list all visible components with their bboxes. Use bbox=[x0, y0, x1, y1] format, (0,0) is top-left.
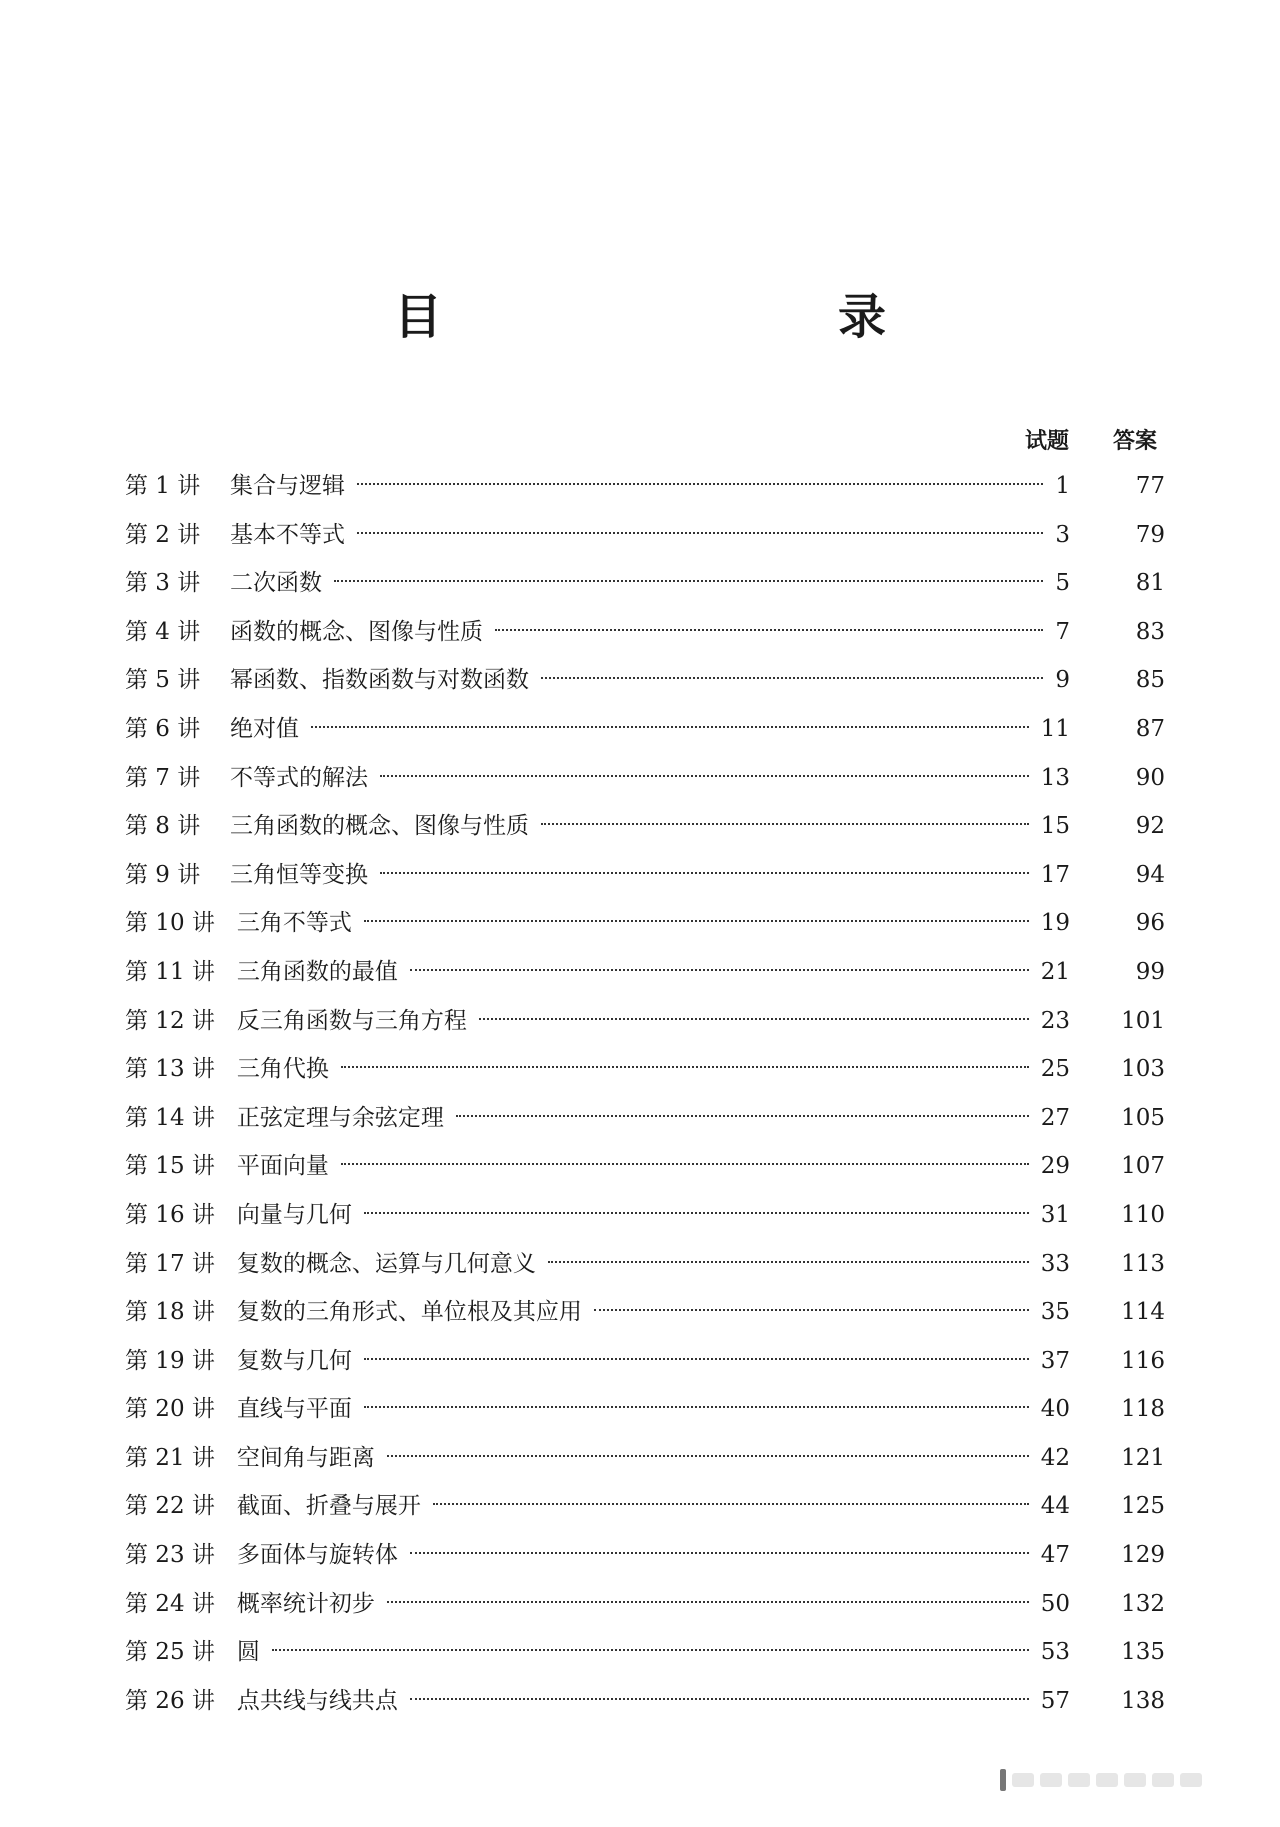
toc-entry[interactable] bbox=[125, 559, 1165, 608]
dot-leader bbox=[479, 1018, 1029, 1020]
dot-leader bbox=[341, 1163, 1029, 1165]
toc-entry[interactable] bbox=[125, 511, 1165, 560]
chapter-title: 复数的概念、运算与几何意义 bbox=[236, 1250, 536, 1277]
toc-entry[interactable] bbox=[125, 899, 1165, 948]
dot-leader bbox=[334, 580, 1043, 582]
test-page-number: 17 bbox=[1040, 861, 1070, 888]
chapter-title: 二次函数 bbox=[230, 570, 322, 597]
chapter-title: 绝对值 bbox=[230, 715, 299, 742]
chapter-number: 第 13 讲 bbox=[125, 1056, 215, 1083]
toc-entry[interactable] bbox=[125, 1580, 1165, 1629]
chapter-number: 第 9 讲 bbox=[125, 861, 201, 888]
page-title: 目 录 bbox=[393, 289, 986, 345]
dot-leader bbox=[380, 872, 1029, 874]
dot-leader bbox=[548, 1261, 1029, 1263]
chapter-number: 第 10 讲 bbox=[125, 910, 215, 937]
answer-page-number: 118 bbox=[1121, 1396, 1165, 1423]
scan-watermark-bar bbox=[1000, 1770, 1250, 1790]
dot-leader bbox=[433, 1503, 1029, 1505]
answer-page-number: 125 bbox=[1121, 1493, 1165, 1520]
column-header-answer: 答案 bbox=[1113, 429, 1158, 454]
chapter-title: 向量与几何 bbox=[236, 1201, 352, 1228]
answer-page-number: 132 bbox=[1121, 1590, 1165, 1617]
chapter-number: 第 18 讲 bbox=[125, 1299, 215, 1326]
toc-entry[interactable] bbox=[125, 851, 1165, 900]
chapter-number: 第 17 讲 bbox=[125, 1250, 215, 1277]
chapter-number: 第 11 讲 bbox=[125, 958, 215, 985]
answer-page-number: 114 bbox=[1121, 1299, 1165, 1326]
chapter-number: 第 25 讲 bbox=[125, 1639, 215, 1666]
toc-entry[interactable] bbox=[125, 1337, 1165, 1386]
dot-leader bbox=[364, 1406, 1029, 1408]
dot-leader bbox=[495, 629, 1043, 631]
chapter-title: 函数的概念、图像与性质 bbox=[230, 618, 483, 645]
chapter-title: 概率统计初步 bbox=[236, 1590, 375, 1617]
test-page-number: 21 bbox=[1040, 958, 1070, 985]
chapter-title: 反三角函数与三角方程 bbox=[236, 1007, 467, 1034]
toc-entry[interactable] bbox=[125, 1385, 1165, 1434]
dot-leader bbox=[387, 1455, 1029, 1457]
toc-entry[interactable] bbox=[125, 705, 1165, 754]
test-page-number: 53 bbox=[1040, 1639, 1070, 1666]
toc-entry[interactable] bbox=[125, 802, 1165, 851]
dot-leader bbox=[594, 1309, 1029, 1311]
answer-page-number: 94 bbox=[1135, 861, 1165, 888]
toc-entry[interactable] bbox=[125, 656, 1165, 705]
toc-list bbox=[125, 462, 1165, 1725]
dot-leader bbox=[357, 483, 1043, 485]
answer-page-number: 121 bbox=[1121, 1444, 1165, 1471]
test-page-number: 37 bbox=[1040, 1347, 1070, 1374]
chapter-number: 第 15 讲 bbox=[125, 1153, 215, 1180]
toc-entry[interactable] bbox=[125, 462, 1165, 511]
answer-page-number: 81 bbox=[1135, 570, 1165, 597]
dot-leader bbox=[311, 726, 1029, 728]
chapter-number: 第 5 讲 bbox=[125, 667, 201, 694]
test-page-number: 40 bbox=[1040, 1396, 1070, 1423]
answer-page-number: 96 bbox=[1135, 910, 1165, 937]
test-page-number: 11 bbox=[1040, 715, 1070, 742]
chapter-title: 点共线与线共点 bbox=[236, 1687, 398, 1714]
answer-page-number: 87 bbox=[1135, 715, 1165, 742]
answer-page-number: 135 bbox=[1121, 1639, 1165, 1666]
test-page-number: 33 bbox=[1040, 1250, 1070, 1277]
toc-entry[interactable] bbox=[125, 1142, 1165, 1191]
chapter-title: 平面向量 bbox=[236, 1153, 329, 1180]
test-page-number: 31 bbox=[1040, 1201, 1070, 1228]
chapter-title: 三角函数的概念、图像与性质 bbox=[230, 813, 529, 840]
toc-entry[interactable] bbox=[125, 1677, 1165, 1726]
chapter-number: 第 24 讲 bbox=[125, 1590, 215, 1617]
chapter-number: 第 6 讲 bbox=[125, 715, 201, 742]
chapter-number: 第 3 讲 bbox=[125, 570, 201, 597]
dot-leader bbox=[272, 1649, 1029, 1651]
chapter-number: 第 1 讲 bbox=[125, 473, 201, 499]
toc-entry[interactable] bbox=[125, 1482, 1165, 1531]
chapter-number: 第 2 讲 bbox=[125, 521, 201, 548]
test-page-number: 15 bbox=[1040, 813, 1070, 840]
dot-leader bbox=[380, 775, 1029, 777]
chapter-number: 第 16 讲 bbox=[125, 1201, 215, 1228]
toc-entry[interactable] bbox=[125, 997, 1165, 1046]
dot-leader bbox=[410, 969, 1029, 971]
chapter-title: 不等式的解法 bbox=[230, 764, 368, 791]
toc-entry[interactable] bbox=[125, 1191, 1165, 1240]
chapter-number: 第 12 讲 bbox=[125, 1007, 215, 1034]
toc-entry[interactable] bbox=[125, 1628, 1165, 1677]
chapter-number: 第 14 讲 bbox=[125, 1104, 215, 1131]
chapter-number: 第 7 讲 bbox=[125, 764, 201, 791]
answer-page-number: 90 bbox=[1135, 764, 1165, 791]
answer-page-number: 85 bbox=[1135, 667, 1165, 694]
chapter-title: 直线与平面 bbox=[236, 1396, 352, 1423]
chapter-title: 基本不等式 bbox=[230, 521, 345, 548]
answer-page-number: 99 bbox=[1135, 958, 1165, 985]
test-page-number: 1 bbox=[1055, 473, 1070, 499]
answer-page-number: 129 bbox=[1121, 1542, 1165, 1569]
answer-page-number: 138 bbox=[1121, 1687, 1165, 1714]
toc-entry[interactable] bbox=[125, 1094, 1165, 1143]
test-page-number: 27 bbox=[1040, 1104, 1070, 1131]
test-page-number: 9 bbox=[1055, 667, 1070, 694]
test-page-number: 57 bbox=[1040, 1687, 1070, 1714]
answer-page-number: 101 bbox=[1121, 1007, 1165, 1034]
dot-leader bbox=[541, 677, 1043, 679]
dot-leader bbox=[341, 1066, 1029, 1068]
dot-leader bbox=[364, 1212, 1029, 1214]
toc-entry[interactable] bbox=[125, 608, 1165, 657]
answer-page-number: 92 bbox=[1135, 813, 1165, 840]
chapter-number: 第 23 讲 bbox=[125, 1542, 215, 1569]
answer-page-number: 103 bbox=[1121, 1056, 1165, 1083]
chapter-title: 三角代换 bbox=[236, 1056, 329, 1083]
toc-entry[interactable] bbox=[125, 754, 1165, 803]
chapter-number: 第 19 讲 bbox=[125, 1347, 215, 1374]
test-page-number: 47 bbox=[1040, 1542, 1070, 1569]
chapter-title: 截面、折叠与展开 bbox=[236, 1493, 421, 1520]
test-page-number: 29 bbox=[1040, 1153, 1070, 1180]
test-page-number: 13 bbox=[1040, 764, 1070, 791]
test-page-number: 3 bbox=[1055, 521, 1070, 548]
test-page-number: 44 bbox=[1040, 1493, 1070, 1520]
chapter-number: 第 26 讲 bbox=[125, 1687, 215, 1714]
answer-page-number: 113 bbox=[1121, 1250, 1165, 1277]
chapter-title: 复数的三角形式、单位根及其应用 bbox=[236, 1299, 582, 1326]
dot-leader bbox=[456, 1115, 1029, 1117]
chapter-title: 复数与几何 bbox=[236, 1347, 352, 1374]
test-page-number: 7 bbox=[1055, 618, 1070, 645]
chapter-title: 圆 bbox=[236, 1639, 260, 1666]
column-header-test: 试题 bbox=[1025, 429, 1070, 454]
chapter-number: 第 21 讲 bbox=[125, 1444, 215, 1471]
test-page-number: 19 bbox=[1040, 910, 1070, 937]
answer-page-number: 77 bbox=[1135, 473, 1165, 499]
test-page-number: 25 bbox=[1040, 1056, 1070, 1083]
chapter-title: 幂函数、指数函数与对数函数 bbox=[230, 667, 529, 694]
test-page-number: 35 bbox=[1040, 1299, 1070, 1326]
chapter-number: 第 20 讲 bbox=[125, 1396, 215, 1423]
test-page-number: 50 bbox=[1040, 1590, 1070, 1617]
dot-leader bbox=[410, 1698, 1029, 1700]
chapter-title: 三角不等式 bbox=[236, 910, 352, 937]
toc-entry[interactable] bbox=[125, 948, 1165, 997]
answer-page-number: 116 bbox=[1121, 1347, 1165, 1374]
chapter-title: 空间角与距离 bbox=[236, 1444, 375, 1471]
answer-page-number: 79 bbox=[1135, 521, 1165, 548]
answer-page-number: 83 bbox=[1135, 618, 1165, 645]
test-page-number: 23 bbox=[1040, 1007, 1070, 1034]
dot-leader bbox=[541, 823, 1029, 825]
chapter-number: 第 8 讲 bbox=[125, 813, 201, 840]
chapter-title: 多面体与旋转体 bbox=[236, 1542, 398, 1569]
toc-entry[interactable] bbox=[125, 1045, 1165, 1094]
toc-entry[interactable] bbox=[125, 1531, 1165, 1580]
answer-page-number: 110 bbox=[1121, 1201, 1165, 1228]
dot-leader bbox=[410, 1552, 1029, 1554]
chapter-title: 集合与逻辑 bbox=[230, 473, 345, 499]
chapter-number: 第 22 讲 bbox=[125, 1493, 215, 1520]
chapter-title: 三角恒等变换 bbox=[230, 861, 368, 888]
dot-leader bbox=[387, 1601, 1029, 1603]
answer-page-number: 107 bbox=[1121, 1153, 1165, 1180]
toc-entry[interactable] bbox=[125, 1434, 1165, 1483]
toc-entry[interactable] bbox=[125, 1288, 1165, 1337]
chapter-title: 三角函数的最值 bbox=[236, 958, 398, 985]
chapter-title: 正弦定理与余弦定理 bbox=[236, 1104, 444, 1131]
scan-mark-glyph bbox=[1000, 1769, 1006, 1791]
dot-leader bbox=[357, 532, 1043, 534]
test-page-number: 5 bbox=[1055, 570, 1070, 597]
dot-leader bbox=[364, 1358, 1029, 1360]
answer-page-number: 105 bbox=[1121, 1104, 1165, 1131]
toc-entry[interactable] bbox=[125, 1240, 1165, 1289]
test-page-number: 42 bbox=[1040, 1444, 1070, 1471]
dot-leader bbox=[364, 920, 1029, 922]
chapter-number: 第 4 讲 bbox=[125, 618, 201, 645]
